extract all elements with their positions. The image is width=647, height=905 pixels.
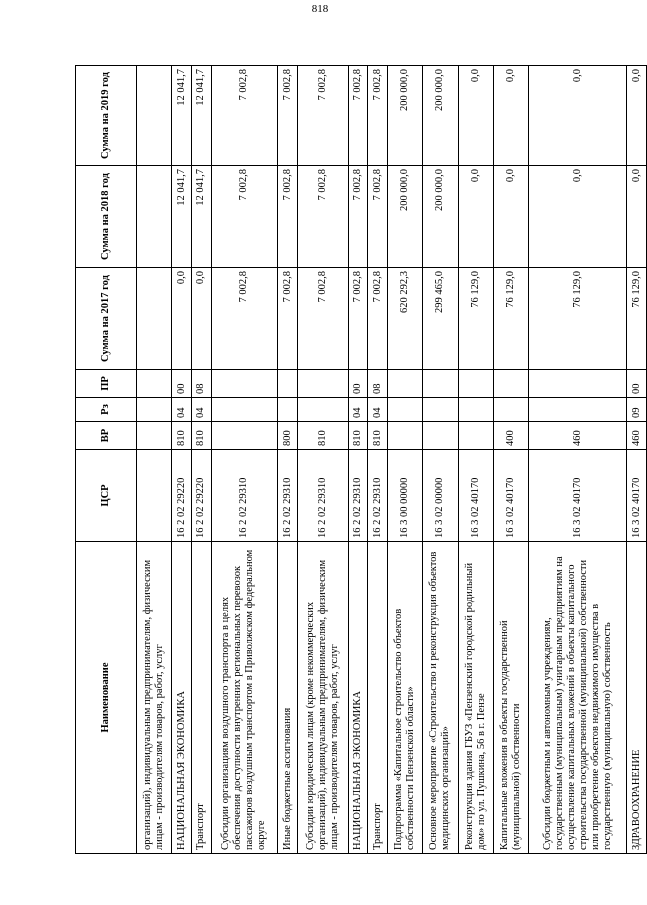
column-header-pr: ПР xyxy=(76,370,137,398)
cell-name: Иные бюджетные ассигнования xyxy=(278,542,298,854)
cell-s2017: 76 129,0 xyxy=(458,268,493,370)
cell-vr xyxy=(423,422,458,450)
table-row xyxy=(388,66,423,854)
column-header-sum-2019: Сумма на 2019 год xyxy=(76,66,137,166)
cell-csr: 16 3 02 40170 xyxy=(458,450,493,542)
page-number: 818 xyxy=(311,3,329,15)
cell-vr: 400 xyxy=(493,422,528,450)
cell-s2018: 12 041,7 xyxy=(191,166,211,268)
cell-s2017: 7 002,8 xyxy=(348,268,368,370)
cell-s2017: 76 129,0 xyxy=(493,268,528,370)
cell-vr: 810 xyxy=(348,422,368,450)
cell-csr: 16 3 00 00000 xyxy=(388,450,423,542)
cell-s2017: 7 002,8 xyxy=(368,268,388,370)
cell-vr: 800 xyxy=(278,422,298,450)
cell-s2019: 0,0 xyxy=(529,66,627,166)
cell-s2018: 200 000,0 xyxy=(423,166,458,268)
cell-s2018: 12 041,7 xyxy=(172,166,192,268)
cell-s2018: 7 002,8 xyxy=(278,166,298,268)
cell-rz xyxy=(388,398,423,422)
cell-s2018: 200 000,0 xyxy=(388,166,423,268)
table-row xyxy=(493,66,528,854)
table-header-row xyxy=(76,66,137,854)
cell-rz: 09 xyxy=(627,398,647,422)
table-row xyxy=(458,66,493,854)
cell-s2018: 7 002,8 xyxy=(368,166,388,268)
cell-pr xyxy=(458,370,493,398)
cell-pr: 00 xyxy=(348,370,368,398)
cell-csr: 16 2 02 29220 xyxy=(191,450,211,542)
cell-s2018: 7 002,8 xyxy=(297,166,348,268)
cell-vr: 460 xyxy=(529,422,627,450)
cell-s2018 xyxy=(137,166,172,268)
cell-s2019: 12 041,7 xyxy=(191,66,211,166)
cell-rz: 04 xyxy=(172,398,192,422)
cell-s2017: 76 129,0 xyxy=(529,268,627,370)
cell-rz xyxy=(529,398,627,422)
table-row xyxy=(423,66,458,854)
cell-csr xyxy=(137,450,172,542)
cell-name: Субсидии юридическим лицам (кроме некоммерческих организаций), индивидуальным предпринимателям, физическим лицам - производителям товаров, работ, услуг xyxy=(297,542,348,854)
cell-s2019: 7 002,8 xyxy=(368,66,388,166)
cell-csr: 16 3 02 40170 xyxy=(627,450,647,542)
cell-pr xyxy=(493,370,528,398)
cell-rz xyxy=(297,398,348,422)
cell-rz xyxy=(211,398,278,422)
cell-name: организаций), индивидуальным предпринимателям, физическим лицам - производителям товаров, работ, услуг xyxy=(137,542,172,854)
cell-s2018: 0,0 xyxy=(458,166,493,268)
cell-name: Основное мероприятие «Строительство и реконструкция объектов медицинских организаций» xyxy=(423,542,458,854)
cell-s2019: 7 002,8 xyxy=(278,66,298,166)
cell-csr: 16 3 02 00000 xyxy=(423,450,458,542)
cell-vr xyxy=(137,422,172,450)
table-row xyxy=(348,66,368,854)
cell-vr xyxy=(458,422,493,450)
cell-csr: 16 2 02 29310 xyxy=(297,450,348,542)
table-row xyxy=(368,66,388,854)
cell-pr xyxy=(388,370,423,398)
cell-vr: 810 xyxy=(191,422,211,450)
table-row xyxy=(278,66,298,854)
cell-csr: 16 3 02 40170 xyxy=(529,450,627,542)
cell-name: Капитальные вложения в объекты государственной (муниципальной) собственности xyxy=(493,542,528,854)
cell-s2018: 7 002,8 xyxy=(348,166,368,268)
cell-rz xyxy=(423,398,458,422)
table-container xyxy=(75,66,647,854)
cell-s2017: 299 465,0 xyxy=(423,268,458,370)
cell-csr: 16 2 02 29310 xyxy=(368,450,388,542)
cell-name: Субсидии бюджетным и автономным учреждениям, государственным (муниципальным) унитарным предприятиям на осуществление капитальных вложений в объекты капитального строительства государственной (муниципальной) собственности или приобретение объектов недвижимого имущества в государственную (муниципальную) собственность xyxy=(529,542,627,854)
cell-s2017: 7 002,8 xyxy=(278,268,298,370)
cell-csr: 16 2 02 29310 xyxy=(211,450,278,542)
cell-pr: 00 xyxy=(172,370,192,398)
table-row xyxy=(529,66,627,854)
table-row xyxy=(627,66,647,854)
cell-csr: 16 2 02 29310 xyxy=(278,450,298,542)
table-row xyxy=(137,66,172,854)
cell-s2019: 0,0 xyxy=(493,66,528,166)
cell-pr: 00 xyxy=(627,370,647,398)
cell-s2019: 200 000,0 xyxy=(423,66,458,166)
cell-rz: 04 xyxy=(368,398,388,422)
cell-pr xyxy=(297,370,348,398)
cell-s2017 xyxy=(137,268,172,370)
cell-s2019: 7 002,8 xyxy=(211,66,278,166)
cell-s2018: 7 002,8 xyxy=(211,166,278,268)
column-header-sum-2017: Сумма на 2017 год xyxy=(76,268,137,370)
cell-pr xyxy=(278,370,298,398)
cell-csr: 16 2 02 29220 xyxy=(172,450,192,542)
cell-s2019: 0,0 xyxy=(627,66,647,166)
cell-s2017: 76 129,0 xyxy=(627,268,647,370)
cell-s2019 xyxy=(137,66,172,166)
cell-rz xyxy=(137,398,172,422)
cell-name: ЗДРАВООХРАНЕНИЕ xyxy=(627,542,647,854)
cell-s2017: 0,0 xyxy=(172,268,192,370)
cell-rz: 04 xyxy=(191,398,211,422)
cell-s2018: 0,0 xyxy=(529,166,627,268)
cell-pr xyxy=(137,370,172,398)
cell-name: Подпрограмма «Капитальное строительство объектов собственности Пензенской области» xyxy=(388,542,423,854)
cell-s2019: 12 041,7 xyxy=(172,66,192,166)
table-body xyxy=(137,66,647,854)
table-row xyxy=(211,66,278,854)
cell-csr: 16 3 02 40170 xyxy=(493,450,528,542)
cell-s2017: 7 002,8 xyxy=(211,268,278,370)
column-header-sum-2018: Сумма на 2018 год xyxy=(76,166,137,268)
cell-vr: 810 xyxy=(368,422,388,450)
cell-s2017: 7 002,8 xyxy=(297,268,348,370)
cell-vr xyxy=(211,422,278,450)
cell-s2018: 0,0 xyxy=(627,166,647,268)
cell-name: НАЦИОНАЛЬНАЯ ЭКОНОМИКА xyxy=(172,542,192,854)
cell-rz xyxy=(278,398,298,422)
cell-vr: 810 xyxy=(172,422,192,450)
cell-name: Транспорт xyxy=(191,542,211,854)
cell-pr: 08 xyxy=(191,370,211,398)
cell-name: Реконструкция здания ГБУЗ «Пензенский городской родильный дом» по ул. Пушкина, 56 в г. Пензе xyxy=(458,542,493,854)
cell-s2019: 200 000,0 xyxy=(388,66,423,166)
cell-vr: 460 xyxy=(627,422,647,450)
table-row xyxy=(191,66,211,854)
cell-rz: 04 xyxy=(348,398,368,422)
column-header-rz: Рз xyxy=(76,398,137,422)
cell-pr: 08 xyxy=(368,370,388,398)
cell-name: НАЦИОНАЛЬНАЯ ЭКОНОМИКА xyxy=(348,542,368,854)
column-header-name: Наименование xyxy=(76,542,137,854)
cell-vr xyxy=(388,422,423,450)
cell-pr xyxy=(529,370,627,398)
column-header-vr: ВР xyxy=(76,422,137,450)
cell-pr xyxy=(423,370,458,398)
cell-s2017: 0,0 xyxy=(191,268,211,370)
cell-s2019: 0,0 xyxy=(458,66,493,166)
cell-csr: 16 2 02 29310 xyxy=(348,450,368,542)
cell-rz xyxy=(458,398,493,422)
cell-pr xyxy=(211,370,278,398)
table-row xyxy=(172,66,192,854)
cell-name: Субсидии организациям воздушного транспорта в целях обеспечения доступности внутренних региональных перевозок пассажиров воздушным транспортом в Приволжском федеральном округе xyxy=(211,542,278,854)
table-row xyxy=(297,66,348,854)
cell-name: Транспорт xyxy=(368,542,388,854)
cell-s2018: 0,0 xyxy=(493,166,528,268)
cell-s2019: 7 002,8 xyxy=(297,66,348,166)
column-header-csr: ЦСР xyxy=(76,450,137,542)
cell-s2017: 620 292,3 xyxy=(388,268,423,370)
cell-vr: 810 xyxy=(297,422,348,450)
budget-table xyxy=(75,65,647,854)
cell-s2019: 7 002,8 xyxy=(348,66,368,166)
cell-rz xyxy=(493,398,528,422)
